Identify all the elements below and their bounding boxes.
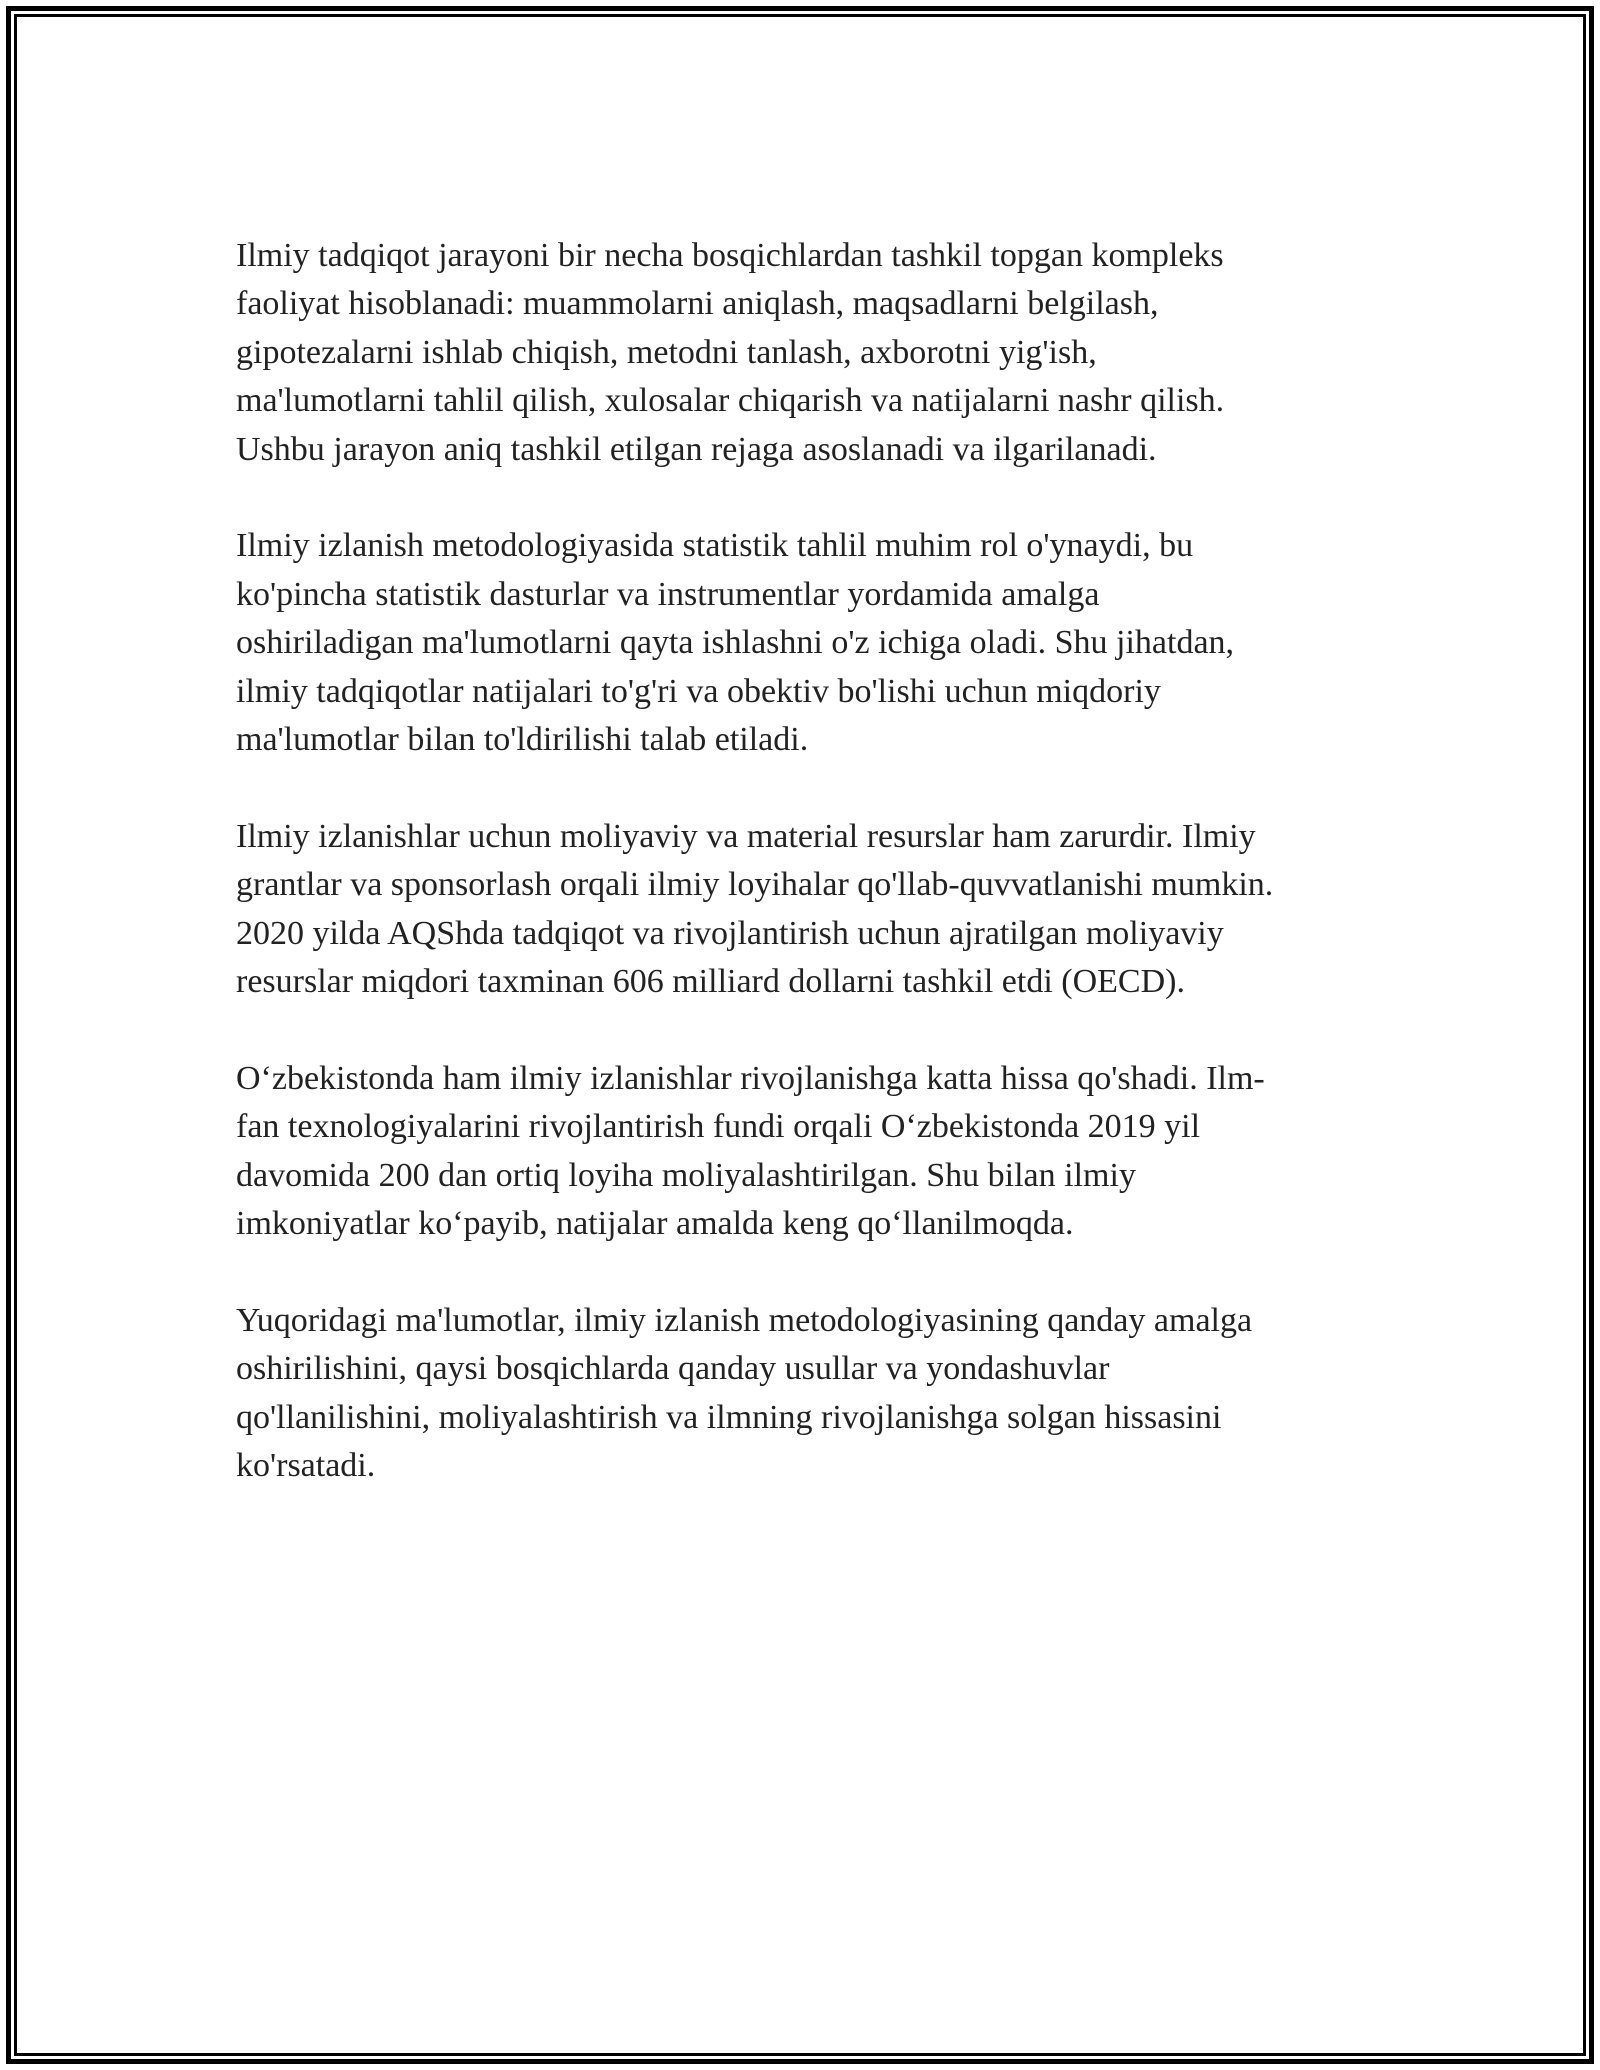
text-line: oshirilishini, qaysi bosqichlarda qanday usullar va yondashuvlar — [236, 1350, 1110, 1388]
text-line: ma'lumotlarni tahlil qilish, xulosalar chiqarish va natijalarni nashr qilish. — [236, 382, 1225, 420]
text-line: ko'rsatadi. — [236, 1447, 376, 1485]
text-line: O‘zbekistonda ham ilmiy izlanishlar rivojlanishga katta hissa qo'shadi. Ilm- — [236, 1059, 1265, 1097]
text-line: gipotezalarni ishlab chiqish, metodni tanlash, axborotni yig'ish, — [236, 333, 1097, 371]
text-line: faoliyat hisoblanadi: muammolarni aniqlash, maqsadlarni belgilash, — [236, 285, 1159, 323]
paragraph-conclusion — [236, 1297, 1386, 1491]
paragraph-statistical-analysis — [236, 522, 1386, 764]
text-line: Ilmiy izlanishlar uchun moliyaviy va material resurslar ham zarurdir. Ilmiy — [236, 817, 1256, 855]
paragraph-uzbekistan-research — [236, 1055, 1386, 1249]
text-line: Ushbu jarayon aniq tashkil etilgan rejaga asoslanadi va ilgarilanadi. — [236, 430, 1157, 468]
text-line: 2020 yilda AQShda tadqiqot va rivojlantirish uchun ajratilgan moliyaviy — [236, 914, 1224, 952]
text-line: Yuqoridagi ma'lumotlar, ilmiy izlanish metodologiyasining qanday amalga — [236, 1301, 1253, 1339]
paragraph-funding-resources — [236, 813, 1386, 1007]
text-line: Ilmiy tadqiqot jarayoni bir necha bosqichlardan tashkil topgan kompleks — [236, 237, 1224, 274]
text-line: ma'lumotlar bilan to'ldirilishi talab etiladi. — [236, 721, 809, 759]
text-line: ko'pincha statistik dasturlar va instrumentlar yordamida amalga — [236, 575, 1100, 613]
text-line: davomida 200 dan ortiq loyiha moliyalashtirilgan. Shu bilan ilmiy — [236, 1156, 1136, 1194]
text-line: imkoniyatlar ko‘payib, natijalar amalda keng qo‘llanilmoqda. — [236, 1205, 1074, 1243]
text-line: ilmiy tadqiqotlar natijalari to'g'ri va obektiv bo'lishi uchun miqdoriy — [236, 672, 1161, 710]
text-line: fan texnologiyalarini rivojlantirish fundi orqali O‘zbekistonda 2019 yil — [236, 1108, 1201, 1146]
text-line: oshiriladigan ma'lumotlarni qayta ishlashni o'z ichiga oladi. Shu jihatdan, — [236, 624, 1235, 662]
document-body — [236, 232, 1386, 1539]
text-line: Ilmiy izlanish metodologiyasida statistik tahlil muhim rol o'ynaydi, bu — [236, 527, 1194, 565]
text-line: resurslar miqdori taxminan 606 milliard dollarni tashkil etdi (OECD). — [236, 963, 1185, 1001]
paragraph-research-process — [236, 232, 1386, 474]
text-line: qo'llanilishini, moliyalashtirish va ilmning rivojlanishga solgan hissasini — [236, 1398, 1222, 1436]
text-line: grantlar va sponsorlash orqali ilmiy loyihalar qo'llab-quvvatlanishi mumkin. — [236, 866, 1274, 904]
